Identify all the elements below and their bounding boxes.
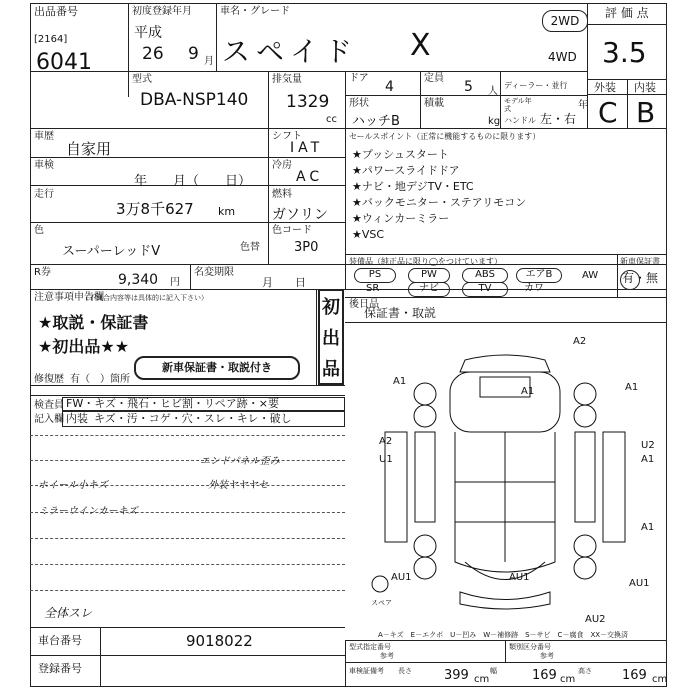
inspection-label: 車検	[34, 160, 54, 171]
class-label: 型式指定番号	[349, 643, 391, 651]
lot-code: [2164]	[34, 34, 68, 45]
damage-label: AU2	[585, 614, 606, 625]
dealer-label: ディーラー・並行	[504, 81, 568, 90]
wid-label: 幅	[490, 667, 497, 675]
person-unit: 人	[488, 86, 498, 97]
damage-label: AU1	[509, 572, 530, 583]
load-label: 積載	[424, 98, 444, 109]
notes-label: 注意事項申告欄	[34, 292, 104, 303]
first-listing-char: 品	[322, 358, 340, 380]
equip-pw: PW	[408, 268, 450, 283]
cm-unit: cm	[560, 674, 576, 685]
first-reg-label: 初度登録年月	[132, 6, 192, 17]
mileage-label: 走行	[34, 189, 54, 200]
exterior-grade: C	[598, 96, 618, 129]
docs-value: 保証書・取説	[364, 306, 437, 320]
color-value: スーパーレッドV	[62, 244, 161, 259]
sales-points-list	[352, 147, 662, 243]
hei-label: 高さ	[578, 667, 592, 675]
equip-leather: カワ	[524, 283, 544, 294]
exterior-label: 外装	[594, 81, 616, 94]
equip-aw: AW	[582, 270, 599, 281]
lot-number: 6041	[36, 50, 92, 75]
sales-points-label: セールスポイント（正常に機能するものに限ります）	[349, 132, 541, 141]
cat-ref: 参考	[540, 652, 554, 660]
notes-sub: （不具合内容等は具体的に記入下さい）	[82, 294, 208, 302]
month: 9	[188, 44, 199, 64]
kg-unit: kg	[488, 116, 501, 127]
equip-navi: ナビ	[408, 282, 450, 297]
shift-label: シフト	[272, 131, 302, 142]
sales-point-item: ★バックモニター・ステアリモコン	[352, 196, 527, 209]
lot-label: 出品番号	[34, 5, 78, 18]
door-label: ドア	[349, 73, 369, 84]
fuel-label: 燃料	[272, 189, 292, 200]
damage-label: AU1	[391, 572, 412, 583]
sales-point-item: ★ナビ・地デジTV・ETC	[352, 180, 474, 193]
year: 26	[142, 44, 164, 64]
km-unit: km	[218, 205, 236, 218]
damage-label: U1	[379, 454, 393, 465]
repair-value: 有（ ）箇所	[70, 374, 130, 385]
new-warranty-label: 新車保証書	[620, 257, 660, 266]
warranty-stamp: 新車保証書・取説付き	[134, 356, 300, 380]
sales-point-item: ★VSC	[352, 228, 385, 241]
notes-line-2: ★初出品★★	[38, 337, 130, 356]
new-warranty-circle	[620, 270, 640, 290]
era: 平成	[134, 25, 162, 41]
chassis-value: 9018022	[186, 632, 253, 650]
hei-value: 169	[622, 668, 647, 683]
damage-label: A2	[379, 436, 393, 447]
hand-note: ホイール小キズ	[38, 480, 108, 491]
sales-point-item: ★ウィンカーミラー	[352, 212, 450, 225]
damage-label: A1	[521, 386, 535, 397]
history-value: 自家用	[66, 140, 112, 158]
shape: ハッチB	[352, 114, 400, 129]
new-warranty-value: 有・無	[622, 271, 659, 285]
cat-label: 類別区分番号	[509, 643, 551, 651]
interior-label: 内装	[634, 81, 656, 94]
recycle-value: 9,340	[118, 272, 159, 288]
damage-label: A1	[625, 382, 639, 393]
color-code: 3P0	[294, 240, 319, 255]
damage-label: AU1	[629, 578, 650, 589]
capacity-label: 定員	[424, 73, 444, 84]
rating-label: 評 価 点	[605, 6, 649, 20]
damage-label: A1	[641, 454, 655, 465]
shape-label: 形状	[349, 98, 369, 109]
cc-unit: cc	[326, 114, 337, 125]
doors: 4	[385, 79, 394, 95]
inspector-in-row: キズ・汚・コゲ・穴・スレ・キレ・破し	[94, 412, 292, 425]
equip-ps: PS	[354, 268, 396, 283]
history-label: 車歴	[34, 131, 54, 142]
inspection-value: 年 月（ 日）	[134, 174, 252, 189]
ac-label: 冷房	[272, 160, 292, 171]
displacement: 1329	[286, 92, 330, 112]
name-change-label: 名変期限	[194, 267, 234, 278]
cm-unit: cm	[652, 674, 668, 685]
model-year-label: モデル年式	[504, 97, 532, 113]
cm-unit: cm	[474, 674, 490, 685]
wid-value: 169	[532, 668, 557, 683]
capacity: 5	[464, 79, 473, 95]
spare-label: スペア	[371, 599, 392, 607]
car-name: スペイド	[222, 35, 359, 68]
fuel-value: ガソリン	[272, 207, 328, 223]
inspector-fw-row: FW・キズ・飛石・ヒビ割・リペア跡・×要	[66, 397, 279, 410]
interior-grade: B	[636, 96, 656, 129]
rating: 3.5	[602, 36, 647, 69]
first-listing-char: 出	[322, 327, 340, 349]
class-ref: 参考	[380, 652, 394, 660]
month-unit: 月	[204, 56, 214, 67]
hand-note: エンドパネル歪み	[200, 456, 280, 467]
damage-label: U2	[641, 440, 655, 451]
hand-note: 外装ヤヤヤセ	[208, 480, 268, 491]
color-change-label: 色替	[240, 242, 260, 253]
model-year-unit: 年	[578, 100, 588, 111]
hand-note: ミラーウインカーキズ	[38, 506, 138, 517]
color-label: 色	[34, 225, 44, 236]
repair-label: 修復歴	[34, 374, 64, 385]
inspector-label-2: 記入欄	[34, 414, 64, 425]
color-code-label: 色コード	[272, 225, 312, 236]
size-label: 車検証備考	[349, 667, 384, 675]
inspector-label-1: 検査員	[34, 400, 64, 411]
drive-4wd: 4WD	[548, 50, 577, 64]
model-label: 型式	[132, 74, 152, 85]
recycle-label: R券	[34, 267, 51, 278]
handle-value: 左・右	[540, 112, 577, 126]
inspector-in-label: 内装	[66, 412, 88, 425]
damage-label: A1	[641, 522, 655, 533]
sales-point-item: ★パワースライドドア	[352, 164, 460, 177]
equip-airbag: エアB	[516, 268, 562, 283]
displacement-label: 排気量	[272, 74, 302, 85]
handle-label: ハンドル	[504, 116, 536, 125]
shift-value: IAT	[290, 140, 324, 156]
equip-abs: ABS	[462, 268, 508, 283]
docs-label: 後日品	[349, 299, 379, 310]
name-label: 車名・グレード	[220, 6, 290, 17]
damage-label: A2	[573, 336, 587, 347]
name-change-value: 月 日	[262, 276, 306, 289]
ac-value: AC	[296, 169, 324, 185]
first-listing-stamp	[318, 289, 344, 385]
damage-label: A1	[393, 376, 407, 387]
chassis-label: 車台番号	[38, 634, 82, 647]
first-listing-char: 初	[322, 297, 340, 319]
mileage-value: 3万8千627	[116, 200, 194, 218]
sales-point-item: ★プッシュスタート	[352, 148, 449, 161]
equip-tv: TV	[462, 282, 508, 297]
hand-note-bottom: 全体スレ	[44, 606, 93, 620]
grade: X	[410, 28, 431, 63]
reg-label: 登録番号	[38, 662, 82, 675]
notes-line-1: ★取説・保証書	[38, 313, 149, 332]
len-value: 399	[444, 668, 469, 683]
drive-2wd-circled: 2WD	[542, 10, 588, 32]
car-damage-diagram	[345, 322, 667, 627]
equip-sr: SR	[366, 283, 380, 294]
model: DBA-NSP140	[140, 90, 249, 110]
diagram-legend: A－キズ E－エクボ U－凹み W－補修跡 S－サビ C－腐食 XX－交換済	[378, 631, 629, 639]
len-label: 長さ	[398, 667, 412, 675]
yen-unit: 円	[170, 277, 180, 288]
equipment-label: 装備品（純正品に限り◯をつけています）	[349, 257, 502, 266]
